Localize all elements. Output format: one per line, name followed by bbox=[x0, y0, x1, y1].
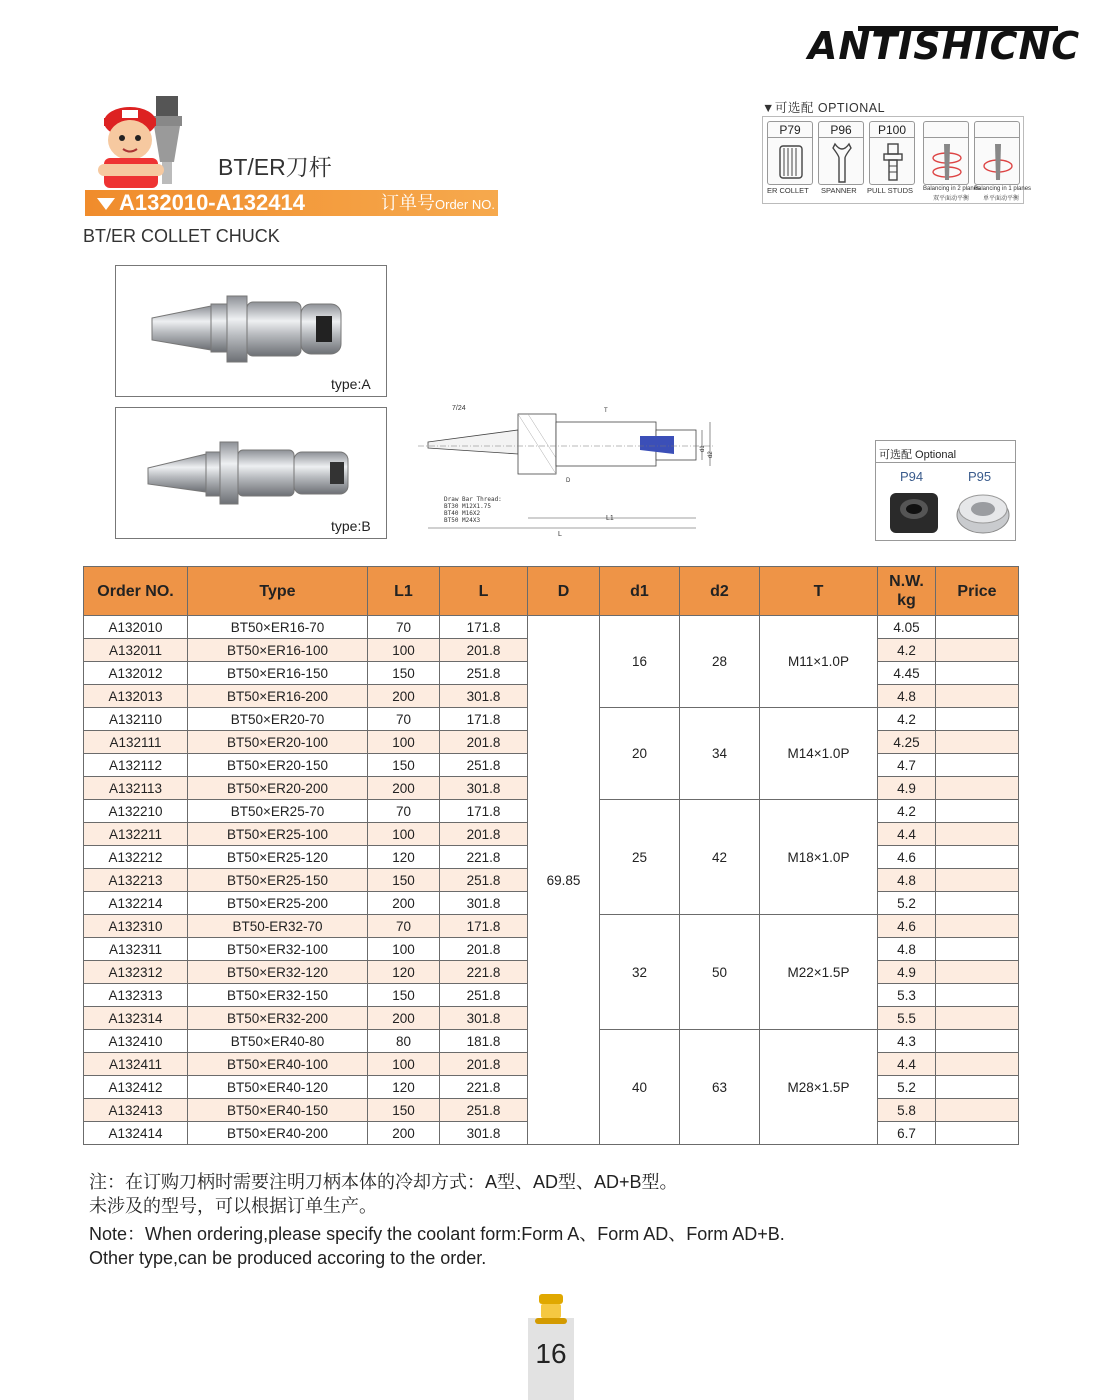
type-b-label: type:B bbox=[331, 518, 371, 534]
order-label-en: Order NO. bbox=[435, 197, 495, 212]
cell-d2: 28 bbox=[680, 616, 760, 708]
draw-bar-row: BT30 M12X1.75 bbox=[444, 503, 491, 510]
header-order-no: Order NO. bbox=[84, 567, 188, 616]
cell-price bbox=[936, 823, 1019, 846]
cell-price bbox=[936, 639, 1019, 662]
dim-l-label: L bbox=[558, 531, 562, 538]
brand-logo bbox=[808, 24, 1081, 70]
cell-l1: 100 bbox=[368, 823, 440, 846]
cell-type: BT50-ER32-70 bbox=[188, 915, 368, 938]
optional-item-label: P79 bbox=[768, 122, 812, 138]
cell-type: BT50×ER20-70 bbox=[188, 708, 368, 731]
cell-l1: 150 bbox=[368, 754, 440, 777]
cell-order-no: A132313 bbox=[84, 984, 188, 1007]
dim-t-label: T bbox=[604, 408, 608, 414]
cell-d1: 40 bbox=[600, 1030, 680, 1145]
cell-nw: 4.9 bbox=[878, 777, 936, 800]
optional-item-balancing-2 bbox=[923, 121, 969, 185]
spanner-icon bbox=[823, 140, 861, 184]
cell-type: BT50×ER16-150 bbox=[188, 662, 368, 685]
cell-nw: 4.8 bbox=[878, 938, 936, 961]
dim-d2-label: d2 bbox=[708, 451, 714, 458]
cell-l: 301.8 bbox=[440, 685, 528, 708]
cell-price bbox=[936, 616, 1019, 639]
cell-nw: 4.2 bbox=[878, 708, 936, 731]
header-d2: d2 bbox=[680, 567, 760, 616]
cell-order-no: A132111 bbox=[84, 731, 188, 754]
cell-price bbox=[936, 731, 1019, 754]
dim-d1-label: d1 bbox=[700, 445, 706, 452]
header-t: T bbox=[760, 567, 878, 616]
note-en-line: Note：When ordering,please specify the coolant form:Form A、Form AD、Form AD+B. bbox=[89, 1224, 785, 1244]
cell-order-no: A132410 bbox=[84, 1030, 188, 1053]
cell-price bbox=[936, 892, 1019, 915]
optional-panel-2 bbox=[875, 440, 1016, 541]
cell-type: BT50×ER25-100 bbox=[188, 823, 368, 846]
cell-l: 301.8 bbox=[440, 892, 528, 915]
cell-type: BT50×ER20-200 bbox=[188, 777, 368, 800]
cell-type: BT50×ER40-80 bbox=[188, 1030, 368, 1053]
cell-l: 251.8 bbox=[440, 984, 528, 1007]
nut-p94-icon bbox=[886, 487, 942, 537]
optional-heading: ▼可选配 OPTIONAL bbox=[762, 101, 886, 115]
cell-d1: 16 bbox=[600, 616, 680, 708]
cell-order-no: A132412 bbox=[84, 1076, 188, 1099]
cell-type: BT50×ER40-200 bbox=[188, 1122, 368, 1145]
cell-order-no: A132311 bbox=[84, 938, 188, 961]
cell-l: 301.8 bbox=[440, 777, 528, 800]
cell-t: M11×1.0P bbox=[760, 616, 878, 708]
cell-nw: 4.4 bbox=[878, 1053, 936, 1076]
note-cn bbox=[89, 1170, 678, 1218]
cell-order-no: A132110 bbox=[84, 708, 188, 731]
balancing-1-icon bbox=[979, 140, 1017, 184]
header-nw: N.W. kg bbox=[878, 567, 936, 616]
order-label bbox=[381, 190, 495, 218]
cell-l: 301.8 bbox=[440, 1122, 528, 1145]
cell-l1: 100 bbox=[368, 731, 440, 754]
optional-item-p79 bbox=[767, 121, 813, 185]
cell-l: 201.8 bbox=[440, 823, 528, 846]
cell-nw: 4.2 bbox=[878, 639, 936, 662]
balancing-2-icon bbox=[928, 140, 966, 184]
optional-item-p100 bbox=[869, 121, 915, 185]
cell-l: 201.8 bbox=[440, 731, 528, 754]
cell-type: BT50×ER40-100 bbox=[188, 1053, 368, 1076]
cell-d1: 32 bbox=[600, 915, 680, 1030]
note-en bbox=[89, 1222, 785, 1270]
cell-l1: 70 bbox=[368, 708, 440, 731]
optional-item-label: P100 bbox=[870, 122, 914, 138]
cell-order-no: A132210 bbox=[84, 800, 188, 823]
cell-price bbox=[936, 685, 1019, 708]
dim-l1-label: L1 bbox=[606, 515, 614, 522]
header-price: Price bbox=[936, 567, 1019, 616]
draw-bar-thread bbox=[444, 496, 502, 524]
cell-price bbox=[936, 800, 1019, 823]
cell-l1: 100 bbox=[368, 1053, 440, 1076]
cell-l1: 80 bbox=[368, 1030, 440, 1053]
optional-caption-cn: 单平面动平衡 bbox=[983, 196, 1020, 202]
cell-l1: 120 bbox=[368, 1076, 440, 1099]
cell-l: 171.8 bbox=[440, 616, 528, 639]
cell-nw: 4.9 bbox=[878, 961, 936, 984]
collet-icon bbox=[772, 140, 810, 184]
cell-order-no: A132212 bbox=[84, 846, 188, 869]
cell-type: BT50×ER16-70 bbox=[188, 616, 368, 639]
cell-type: BT50×ER32-200 bbox=[188, 1007, 368, 1030]
cell-order-no: A132113 bbox=[84, 777, 188, 800]
order-banner bbox=[85, 190, 498, 216]
cell-nw: 4.45 bbox=[878, 662, 936, 685]
cell-order-no: A132214 bbox=[84, 892, 188, 915]
cell-nw: 5.8 bbox=[878, 1099, 936, 1122]
cell-order-no: A132312 bbox=[84, 961, 188, 984]
draw-bar-row: BT40 M16X2 bbox=[444, 510, 481, 517]
triangle-icon bbox=[97, 198, 115, 210]
cell-t: M18×1.0P bbox=[760, 800, 878, 915]
optional-caption: Balancing in 1 planes bbox=[974, 186, 1032, 192]
cell-l1: 200 bbox=[368, 685, 440, 708]
header-d: D bbox=[528, 567, 600, 616]
cell-t: M22×1.5P bbox=[760, 915, 878, 1030]
optional-caption-cn: 双平面动平衡 bbox=[933, 196, 970, 202]
cell-price bbox=[936, 915, 1019, 938]
cell-order-no: A132013 bbox=[84, 685, 188, 708]
cell-l1: 200 bbox=[368, 777, 440, 800]
cell-type: BT50×ER25-70 bbox=[188, 800, 368, 823]
draw-bar-row: BT50 M24X3 bbox=[444, 517, 481, 524]
header-l1: L1 bbox=[368, 567, 440, 616]
cell-type: BT50×ER32-150 bbox=[188, 984, 368, 1007]
cell-nw: 4.3 bbox=[878, 1030, 936, 1053]
optional-panel bbox=[762, 116, 1032, 204]
cell-l1: 70 bbox=[368, 915, 440, 938]
cell-l1: 150 bbox=[368, 869, 440, 892]
cell-l: 221.8 bbox=[440, 846, 528, 869]
cell-d: 69.85 bbox=[528, 616, 600, 1145]
cell-price bbox=[936, 1030, 1019, 1053]
cell-l1: 70 bbox=[368, 616, 440, 639]
header-type: Type bbox=[188, 567, 368, 616]
cell-nw: 4.05 bbox=[878, 616, 936, 639]
cell-d2: 63 bbox=[680, 1030, 760, 1145]
cell-l1: 200 bbox=[368, 1122, 440, 1145]
taper-label: 7/24 bbox=[452, 405, 466, 412]
header-d1: d1 bbox=[600, 567, 680, 616]
cell-price bbox=[936, 984, 1019, 1007]
cell-l: 301.8 bbox=[440, 1007, 528, 1030]
note-cn-line: 注：在订购刀柄时需要注明刀柄本体的冷却方式：A型、AD型、AD+B型。 bbox=[89, 1172, 678, 1192]
cell-order-no: A132310 bbox=[84, 915, 188, 938]
cell-l: 201.8 bbox=[440, 938, 528, 961]
cell-l: 251.8 bbox=[440, 662, 528, 685]
cell-l1: 150 bbox=[368, 1099, 440, 1122]
cell-l1: 200 bbox=[368, 892, 440, 915]
cell-l: 251.8 bbox=[440, 754, 528, 777]
cell-type: BT50×ER32-100 bbox=[188, 938, 368, 961]
cell-price bbox=[936, 1099, 1019, 1122]
cell-l: 201.8 bbox=[440, 1053, 528, 1076]
cell-price bbox=[936, 662, 1019, 685]
cell-l1: 150 bbox=[368, 984, 440, 1007]
cell-type: BT50×ER25-200 bbox=[188, 892, 368, 915]
optional-caption: SPANNER bbox=[821, 186, 857, 195]
cell-type: BT50×ER20-100 bbox=[188, 731, 368, 754]
mascot-small-icon bbox=[529, 1292, 573, 1328]
page-title-cn: BT/ER刀杆 bbox=[218, 154, 332, 180]
cell-nw: 6.7 bbox=[878, 1122, 936, 1145]
header-l: L bbox=[440, 567, 528, 616]
cell-price bbox=[936, 961, 1019, 984]
cell-price bbox=[936, 1007, 1019, 1030]
cell-order-no: A132413 bbox=[84, 1099, 188, 1122]
optional-caption: ER COLLET bbox=[767, 186, 809, 195]
cell-price bbox=[936, 1053, 1019, 1076]
cell-order-no: A132012 bbox=[84, 662, 188, 685]
cell-type: BT50×ER20-150 bbox=[188, 754, 368, 777]
draw-bar-title: Draw Bar Thread: bbox=[444, 496, 502, 503]
cell-nw: 4.2 bbox=[878, 800, 936, 823]
cell-d2: 42 bbox=[680, 800, 760, 915]
optional-2-label-p95: P95 bbox=[968, 469, 992, 484]
cell-l: 251.8 bbox=[440, 869, 528, 892]
cell-l: 171.8 bbox=[440, 800, 528, 823]
order-label-cn: 订单号 bbox=[381, 193, 435, 213]
optional-2-heading: 可选配 Optional bbox=[879, 449, 957, 461]
dim-d-label: D bbox=[566, 478, 571, 484]
cell-type: BT50×ER32-120 bbox=[188, 961, 368, 984]
cell-order-no: A132011 bbox=[84, 639, 188, 662]
cell-type: BT50×ER40-150 bbox=[188, 1099, 368, 1122]
cell-type: BT50×ER25-120 bbox=[188, 846, 368, 869]
cell-l1: 200 bbox=[368, 1007, 440, 1030]
cell-l: 181.8 bbox=[440, 1030, 528, 1053]
cell-l: 201.8 bbox=[440, 639, 528, 662]
page-number: 16 bbox=[535, 1338, 567, 1369]
cell-order-no: A132411 bbox=[84, 1053, 188, 1076]
cell-nw: 5.5 bbox=[878, 1007, 936, 1030]
cell-nw: 4.8 bbox=[878, 685, 936, 708]
cell-price bbox=[936, 1122, 1019, 1145]
spec-table-body bbox=[84, 616, 1019, 1145]
cell-price bbox=[936, 754, 1019, 777]
optional-item-label: P96 bbox=[819, 122, 863, 138]
spec-table bbox=[83, 566, 1019, 1145]
type-a-label: type:A bbox=[331, 376, 371, 392]
cell-type: BT50×ER25-150 bbox=[188, 869, 368, 892]
cell-d2: 34 bbox=[680, 708, 760, 800]
page-tab bbox=[528, 1318, 574, 1400]
cell-nw: 4.8 bbox=[878, 869, 936, 892]
pull-stud-icon bbox=[874, 140, 912, 184]
page-subtitle: BT/ER COLLET CHUCK bbox=[83, 226, 280, 246]
cell-d1: 20 bbox=[600, 708, 680, 800]
cell-l: 251.8 bbox=[440, 1099, 528, 1122]
cell-price bbox=[936, 938, 1019, 961]
cell-nw: 4.6 bbox=[878, 915, 936, 938]
cell-type: BT50×ER40-120 bbox=[188, 1076, 368, 1099]
cell-price bbox=[936, 846, 1019, 869]
cell-t: M28×1.5P bbox=[760, 1030, 878, 1145]
cell-order-no: A132211 bbox=[84, 823, 188, 846]
optional-caption: Balancing in 2 planes bbox=[923, 186, 981, 192]
cell-d1: 25 bbox=[600, 800, 680, 915]
cell-l: 171.8 bbox=[440, 915, 528, 938]
cell-price bbox=[936, 777, 1019, 800]
cell-l: 221.8 bbox=[440, 961, 528, 984]
cell-nw: 5.2 bbox=[878, 892, 936, 915]
cell-type: BT50×ER16-200 bbox=[188, 685, 368, 708]
cell-price bbox=[936, 1076, 1019, 1099]
cell-nw: 4.4 bbox=[878, 823, 936, 846]
cell-nw: 4.25 bbox=[878, 731, 936, 754]
cell-order-no: A132112 bbox=[84, 754, 188, 777]
cell-d2: 50 bbox=[680, 915, 760, 1030]
table-header-row bbox=[84, 567, 1019, 616]
brand-name: ANTISHICNC bbox=[808, 24, 1081, 68]
cell-l: 171.8 bbox=[440, 708, 528, 731]
nut-p95-icon bbox=[954, 487, 1012, 537]
note-en-line: Other type,can be produced accoring to the order. bbox=[89, 1248, 487, 1268]
cell-price bbox=[936, 869, 1019, 892]
cell-order-no: A132414 bbox=[84, 1122, 188, 1145]
cell-t: M14×1.0P bbox=[760, 708, 878, 800]
cell-order-no: A132314 bbox=[84, 1007, 188, 1030]
optional-item-p96 bbox=[818, 121, 864, 185]
optional-item-balancing-1 bbox=[974, 121, 1020, 185]
cell-l: 221.8 bbox=[440, 1076, 528, 1099]
cell-l1: 120 bbox=[368, 846, 440, 869]
order-range: A132010-A132414 bbox=[119, 190, 305, 215]
cell-l1: 120 bbox=[368, 961, 440, 984]
cell-nw: 4.7 bbox=[878, 754, 936, 777]
table-row bbox=[84, 616, 1019, 639]
cell-order-no: A132213 bbox=[84, 869, 188, 892]
cell-l1: 100 bbox=[368, 938, 440, 961]
optional-caption: PULL STUDS bbox=[867, 186, 913, 195]
cell-type: BT50×ER16-100 bbox=[188, 639, 368, 662]
cell-l1: 70 bbox=[368, 800, 440, 823]
cell-price bbox=[936, 708, 1019, 731]
cell-nw: 5.3 bbox=[878, 984, 936, 1007]
mascot-icon bbox=[90, 92, 202, 192]
optional-2-label-p94: P94 bbox=[900, 469, 924, 484]
cell-nw: 5.2 bbox=[878, 1076, 936, 1099]
cell-l1: 150 bbox=[368, 662, 440, 685]
cell-l1: 100 bbox=[368, 639, 440, 662]
product-photo-type-b bbox=[115, 407, 387, 539]
product-photo-type-a bbox=[115, 265, 387, 397]
cell-order-no: A132010 bbox=[84, 616, 188, 639]
note-cn-line: 未涉及的型号，可以根据订单生产。 bbox=[89, 1196, 377, 1216]
cell-nw: 4.6 bbox=[878, 846, 936, 869]
